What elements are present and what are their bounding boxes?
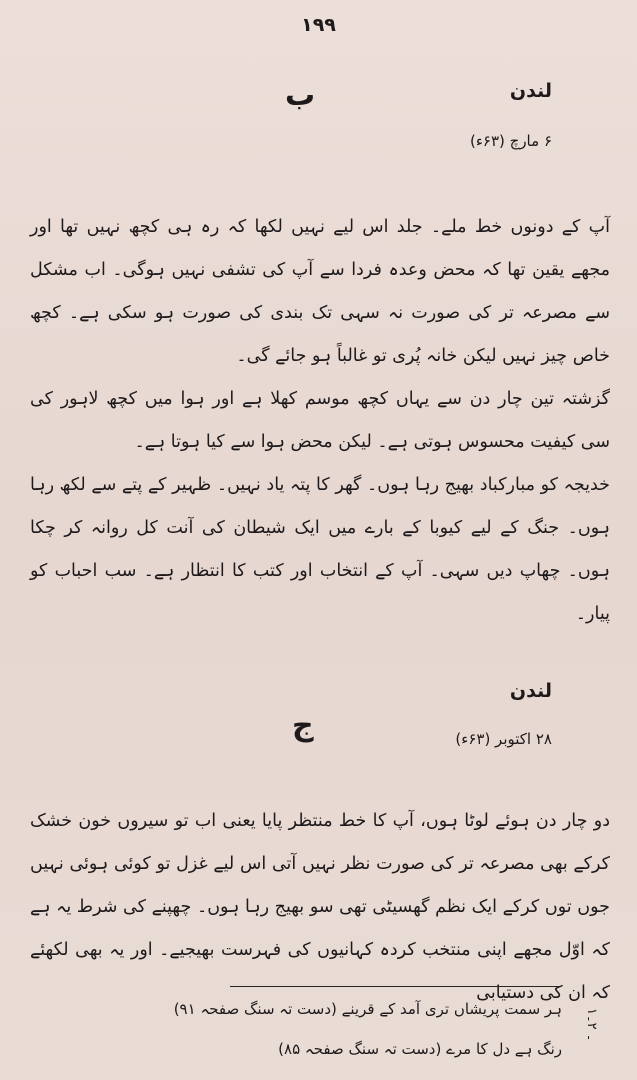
footnote-2: رنگ ہے دل کا مرے (دست تہ سنگ صفحہ ۸۵) bbox=[278, 1040, 562, 1058]
paragraph: آپ کے دونوں خط ملے۔ جلد اس لیے نہیں لکھا کہ رہ ہی کچھ نہیں تھا اور مجھے یقین تھا کہ محض وعدہ فردا سے آپ کی تشفی نہیں ہوگی۔ اب مشکل سے مصرعہ تر کی صورت نہ سہی تک بندی کی صورت ہو سکی ہے۔ کچھ خاص چیز نہیں لیکن خانہ پُری تو غالباً ہو جائے گی۔ bbox=[30, 217, 610, 366]
letter-b-date: ۶ مارچ (۶۳ء) bbox=[469, 132, 552, 150]
footnote-markers: ۱۔ ۲۔ bbox=[584, 1008, 599, 1042]
page-number: ١٩٩ bbox=[301, 14, 336, 36]
footnote-1: ہر سمت پریشاں تری آمد کے قرینے (دست تہ سنگ صفحہ ۹۱) bbox=[173, 1000, 562, 1018]
paragraph: خدیجہ کو مبارکباد بھیج رہا ہوں۔ گھر کا پتہ یاد نہیں۔ ظہیر کے پتے سے لکھ رہا ہوں۔ جنگ کے لیے کیوبا کے بارے میں ایک شیطان کی آنت کل روانہ کر چکا ہوں۔ چھاپ دیں سہی۔ آپ کے انتخاب اور کتب کا انتظار ہے۔ سب احباب کو پیار۔ bbox=[30, 475, 610, 624]
letter-j-place: لندن bbox=[509, 680, 552, 702]
letter-j-date: ۲۸ اکتوبر (۶۳ء) bbox=[455, 730, 552, 748]
letter-b-heading: ب bbox=[285, 78, 316, 113]
footnote-divider bbox=[230, 986, 560, 987]
letter-j-body bbox=[30, 800, 610, 1015]
letter-b-place: لندن bbox=[509, 80, 552, 102]
paragraph: دو چار دن ہوئے لوٹا ہوں، آپ کا خط منتظر پایا یعنی اب تو سیروں خون خشک کرکے بھی مصرعہ تر کی صورت نظر نہیں آتی اس لیے غزل تو کوئی ہوئی نہیں جوں توں کرکے ایک نظم گھسیٹی تھی سو بھیج رہا ہوں۔ چھپنے کی شرط یہ ہے کہ اوّل مجھے اپنی منتخب کردہ کہانیوں کی فہرست بھیجیے۔ اور یہ بھی لکھئے کہ ان کی دستیابی bbox=[30, 811, 610, 1003]
letter-b-body bbox=[30, 206, 610, 636]
letter-j-heading: ج bbox=[292, 708, 314, 743]
paragraph: گزشتہ تین چار دن سے یہاں کچھ موسم کھلا ہے اور ہوا میں کچھ لاہور کی سی کیفیت محسوس ہوتی ہے۔ لیکن محض ہوا سے کیا ہوتا ہے۔ bbox=[30, 389, 610, 452]
